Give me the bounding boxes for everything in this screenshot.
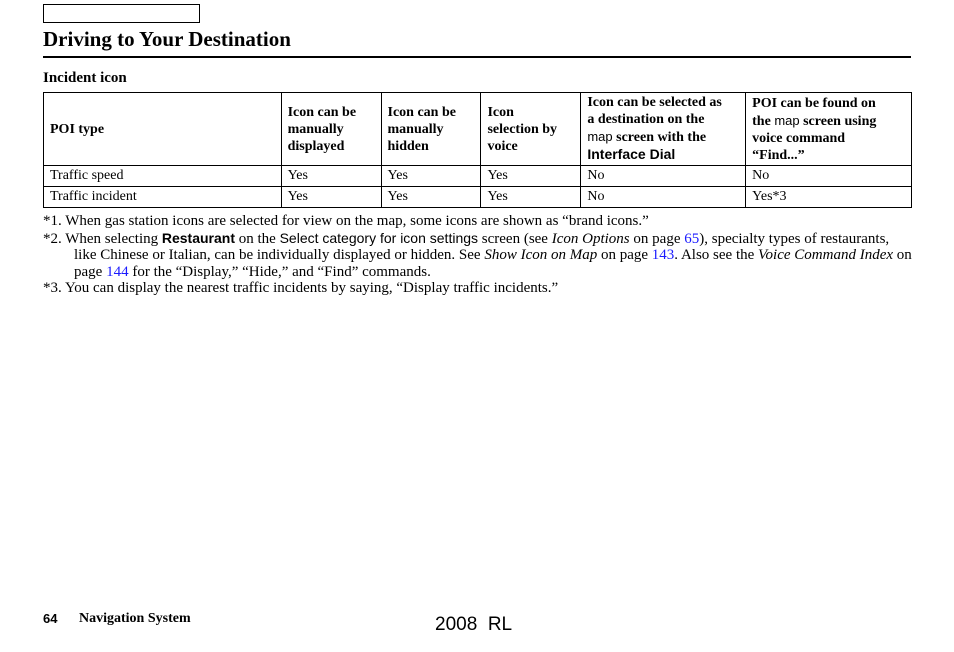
- poi-table: [43, 92, 912, 208]
- cell-poi: Traffic speed: [44, 166, 282, 187]
- footnotes: [43, 213, 913, 297]
- title-rule: [43, 56, 911, 58]
- page-144-link[interactable]: 144: [106, 263, 129, 280]
- header-tab-box: [43, 4, 200, 23]
- cell-hidden: Yes: [381, 187, 481, 208]
- page-65-link[interactable]: 65: [684, 230, 700, 247]
- header-manually-hidden: Icon can be manually hidden: [381, 93, 481, 166]
- cell-displayed: Yes: [281, 187, 381, 208]
- table-row: [44, 166, 912, 187]
- header-selection-by-voice: Icon selection by voice: [481, 93, 581, 166]
- cell-hidden: Yes: [381, 166, 481, 187]
- header-poi-type: POI type: [44, 93, 282, 166]
- table-row: [44, 187, 912, 208]
- page-number: 64: [43, 611, 58, 626]
- header-selected-destination: Icon can be selected as a destination on the map screen with the Interface Dial: [581, 93, 746, 166]
- footer-section-label: Navigation System: [79, 611, 191, 626]
- footnote-2: *2. When selecting Restaurant on the Select category for icon settings screen (see Icon Options on page 65), specialty types of restaurants, like Chinese or Italian, can be individually displayed or hidden. See Show Icon on Map on page 143. Also see the Voice Command Index on page 144 for the “Display,” “Hide,” and “Find” commands.: [43, 229, 912, 280]
- restaurant-term: Restaurant: [161, 229, 235, 246]
- select-category-term: Select category for icon settings: [279, 229, 479, 246]
- page-143-link[interactable]: 143: [651, 247, 675, 263]
- footnote-1: *1. When gas station icons are selected for view on the map, some icons are shown as “brand icons.”: [43, 213, 649, 229]
- model-label: 2008 RL: [435, 614, 513, 635]
- cell-find: Yes*3: [746, 187, 912, 208]
- cell-voice: Yes: [481, 187, 581, 208]
- page-title: Driving to Your Destination: [43, 27, 291, 51]
- cell-find: No: [746, 166, 912, 187]
- section-subtitle: Incident icon: [43, 70, 127, 86]
- header-manually-displayed: Icon can be manually displayed: [281, 93, 381, 166]
- cell-poi: Traffic incident: [44, 187, 282, 208]
- cell-voice: Yes: [481, 166, 581, 187]
- cell-displayed: Yes: [281, 166, 381, 187]
- cell-destination: No: [581, 187, 746, 208]
- header-poi-found: POI can be found on the map screen using voice command “Find...”: [746, 93, 912, 166]
- footnote-3: *3. You can display the nearest traffic incidents by saying, “Display traffic incidents.”: [43, 280, 559, 296]
- table-header-row: [44, 93, 912, 166]
- cell-destination: No: [581, 166, 746, 187]
